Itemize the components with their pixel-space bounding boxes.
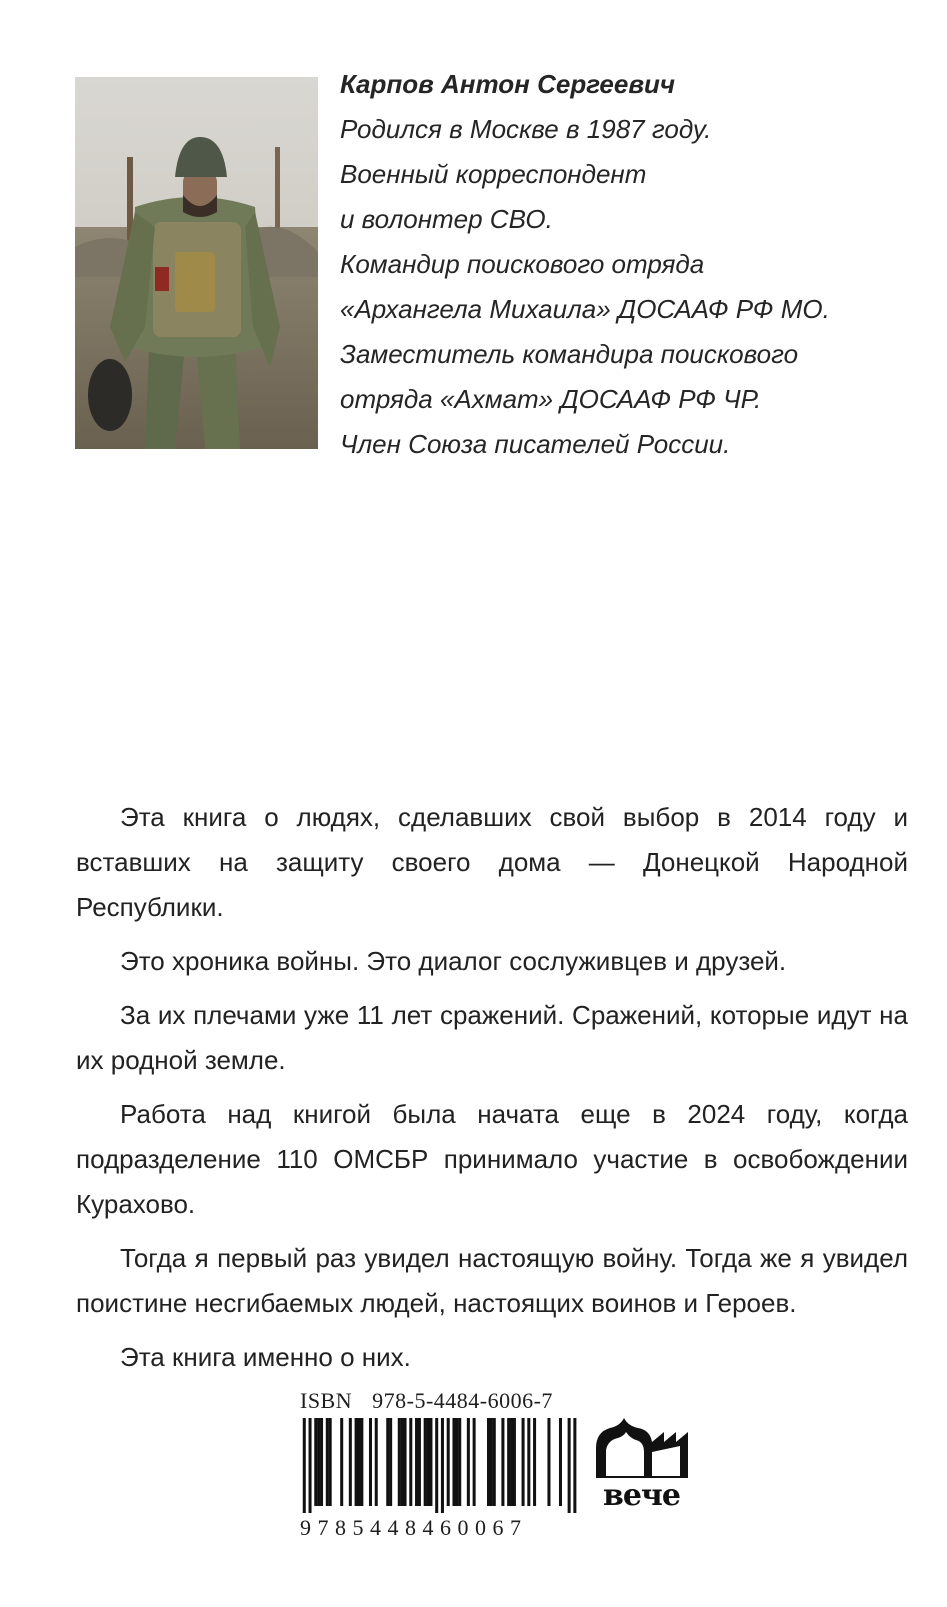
barcode-bar — [329, 1418, 332, 1506]
barcode-bar — [527, 1418, 530, 1506]
barcode-bar — [493, 1418, 496, 1506]
barcode-bar — [573, 1418, 576, 1513]
barcode-bar — [360, 1418, 363, 1506]
barcode-bar — [510, 1418, 513, 1506]
barcode-bar — [455, 1418, 458, 1506]
barcode-bar — [418, 1418, 421, 1506]
barcode-digits: 9785448460067 — [300, 1515, 528, 1540]
barcode-bar — [429, 1418, 432, 1506]
barcode-bar — [409, 1418, 412, 1506]
barcode-bar — [522, 1418, 525, 1506]
barcode-bar — [435, 1418, 438, 1513]
barcode-bar — [369, 1418, 372, 1506]
barcode-bar — [415, 1418, 418, 1506]
bio-line: отряда «Ахмат» ДОСААФ РФ ЧР. — [340, 384, 762, 414]
isbn-number: 978-5-4484-6006-7 — [372, 1388, 553, 1413]
bio-line: «Архангела Михаила» ДОСААФ РФ МО. — [340, 294, 830, 324]
publisher-logo-icon — [590, 1418, 693, 1480]
barcode-bar — [452, 1418, 455, 1506]
description-paragraph: Работа над книгой была начата еще в 2024 году, когда подразделение 110 ОМСБР принимало участие в освобождении Курахово. — [76, 1099, 908, 1219]
barcode-bar — [309, 1418, 312, 1513]
description-paragraph: Эта книга именно о них. — [120, 1342, 411, 1372]
barcode-bar — [398, 1418, 401, 1506]
barcode-bar — [501, 1418, 504, 1506]
barcode-bar — [427, 1418, 430, 1506]
barcode-bar — [340, 1418, 343, 1506]
barcode-bar — [507, 1418, 510, 1506]
author-bio — [340, 62, 930, 467]
barcode — [297, 1418, 582, 1513]
barcode-bar — [447, 1418, 450, 1506]
barcode-bar — [513, 1418, 516, 1506]
barcode-bar — [533, 1418, 536, 1506]
description-paragraph: За их плечами уже 11 лет сражений. Сражений, которые идут на их родной земле. — [76, 1000, 908, 1075]
barcode-bar — [473, 1418, 476, 1506]
author-name: Карпов Антон Сергеевич — [340, 69, 676, 99]
barcode-bar — [547, 1418, 550, 1506]
isbn-label — [300, 1388, 553, 1414]
bio-line: Командир поискового отряда — [340, 249, 705, 279]
bio-line: Член Союза писателей России. — [340, 429, 731, 459]
barcode-bar — [458, 1418, 461, 1506]
author-photo — [75, 77, 318, 449]
bio-line: Заместитель командира поискового — [340, 339, 799, 369]
description-paragraph: Эта книга о людях, сделавших свой выбор в 2014 году и вставших на защиту своего дома — Донецкой Народной Республики. — [76, 802, 908, 922]
barcode-bar — [320, 1418, 323, 1506]
barcode-bar — [404, 1418, 407, 1506]
bio-line: Военный корреспондент — [340, 159, 647, 189]
barcode-bar — [568, 1418, 571, 1513]
bio-line: Родился в Москве в 1987 году. — [340, 114, 712, 144]
isbn-prefix: ISBN — [300, 1388, 353, 1413]
barcode-bar — [441, 1418, 444, 1513]
barcode-bar — [317, 1418, 320, 1506]
barcode-bar — [357, 1418, 360, 1506]
barcode-bar — [401, 1418, 404, 1506]
barcode-bar — [326, 1418, 329, 1506]
barcode-bar — [467, 1418, 470, 1506]
barcode-bar — [487, 1418, 490, 1506]
barcode-bar — [424, 1418, 427, 1506]
description-paragraph: Тогда я первый раз увидел настоящую войну. Тогда же я увидел поистине несгибаемых людей, настоящих воинов и Героев. — [76, 1243, 908, 1318]
barcode-bar — [389, 1418, 392, 1506]
description-paragraph: Это хроника войны. Это диалог сослуживцев и друзей. — [120, 946, 787, 976]
barcode-bar — [559, 1418, 562, 1506]
barcode-bar — [355, 1418, 358, 1506]
barcode-bar — [314, 1418, 317, 1506]
barcode-bar — [303, 1418, 306, 1513]
barcode-bar — [386, 1418, 389, 1506]
barcode-bar — [375, 1418, 378, 1506]
publisher-name: вече — [603, 1478, 680, 1513]
bio-line: и волонтер СВО. — [340, 204, 553, 234]
barcode-bar — [490, 1418, 493, 1506]
barcode-bar — [349, 1418, 352, 1506]
book-description — [76, 795, 908, 1389]
